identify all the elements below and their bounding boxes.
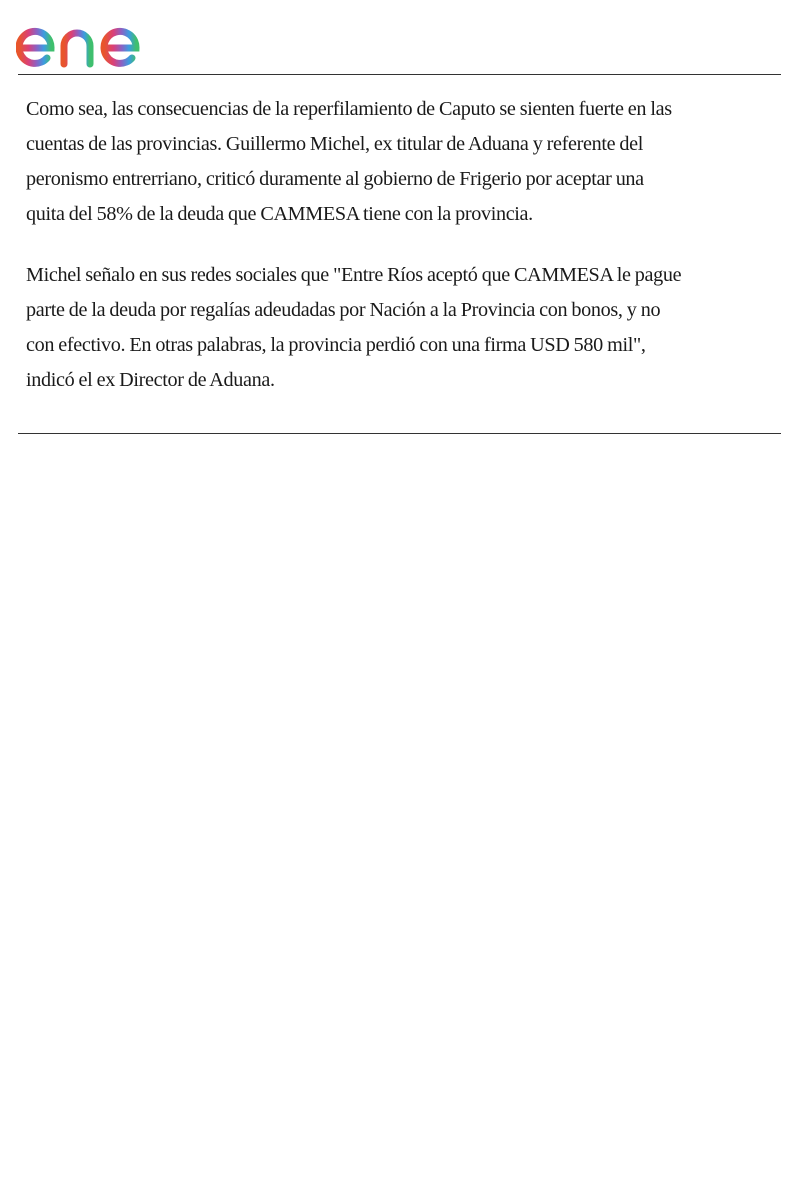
enel-logo-graphic (16, 6, 181, 70)
paragraph-line: cuentas de las provincias. Guillermo Michel, ex titular de Aduana y referente del (26, 133, 644, 155)
paragraph-1 (26, 92, 792, 232)
paragraph-2 (26, 258, 792, 398)
enel-logo (16, 6, 181, 70)
paragraph-line: parte de la deuda por regalías adeudadas por Nación a la Provincia con bonos, y no (26, 299, 661, 321)
top-divider (18, 74, 781, 75)
article-body (26, 92, 792, 424)
paragraph-line: Como sea, las consecuencias de la reperfilamiento de Caputo se sienten fuerte en las (26, 98, 672, 120)
paragraph-line: con efectivo. En otras palabras, la provincia perdió con una firma USD 580 mil", (26, 334, 646, 356)
paragraph-line: peronismo entrerriano, criticó duramente al gobierno de Frigerio por aceptar una (26, 168, 644, 190)
bottom-divider (18, 433, 781, 434)
paragraph-line: quita del 58% de la deuda que CAMMESA tiene con la provincia. (26, 203, 533, 225)
paragraph-line: indicó el ex Director de Aduana. (26, 369, 275, 391)
paragraph-line: Michel señalo en sus redes sociales que "Entre Ríos aceptó que CAMMESA le pague (26, 264, 682, 286)
